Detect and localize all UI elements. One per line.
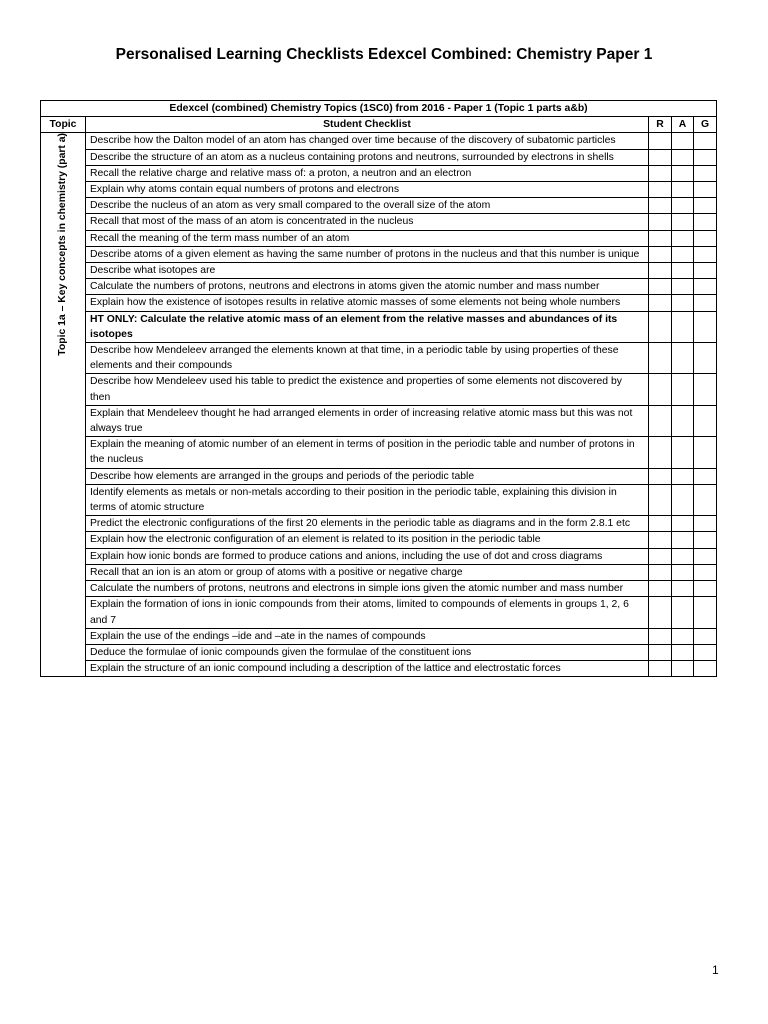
column-header-topic: Topic (41, 117, 86, 133)
rag-g-cell[interactable] (694, 548, 717, 564)
rag-r-cell[interactable] (649, 548, 672, 564)
rag-a-cell[interactable] (672, 661, 694, 677)
rag-g-cell[interactable] (694, 437, 717, 468)
checklist-item: HT ONLY: Calculate the relative atomic mass of an element from the relative masses and abundances of its isotopes (86, 311, 649, 342)
rag-g-cell[interactable] (694, 564, 717, 580)
checklist-item: Explain how ionic bonds are formed to produce cations and anions, including the use of dot and cross diagrams (86, 548, 649, 564)
rag-a-cell[interactable] (672, 437, 694, 468)
rag-a-cell[interactable] (672, 165, 694, 181)
rag-a-cell[interactable] (672, 198, 694, 214)
checklist-item: Recall the meaning of the term mass number of an atom (86, 230, 649, 246)
rag-r-cell[interactable] (649, 182, 672, 198)
rag-g-cell[interactable] (694, 263, 717, 279)
checklist-table (40, 100, 717, 677)
table-row (41, 198, 717, 214)
rag-g-cell[interactable] (694, 311, 717, 342)
topic-label: Topic 1a – Key concepts in chemistry (part a) (57, 133, 69, 357)
checklist-item: Describe the structure of an atom as a nucleus containing protons and neutrons, surrounded by electrons in shells (86, 149, 649, 165)
table-row (41, 165, 717, 181)
rag-a-cell[interactable] (672, 597, 694, 628)
table-row (41, 661, 717, 677)
rag-g-cell[interactable] (694, 279, 717, 295)
checklist-item: Describe atoms of a given element as having the same number of protons in the nucleus and that this number is unique (86, 246, 649, 262)
rag-g-cell[interactable] (694, 484, 717, 515)
checklist-item: Explain the formation of ions in ionic compounds from their atoms, limited to compounds of elements in groups 1, 2, 6 and 7 (86, 597, 649, 628)
rag-g-cell[interactable] (694, 246, 717, 262)
rag-r-cell[interactable] (649, 628, 672, 644)
rag-g-cell[interactable] (694, 374, 717, 405)
rag-g-cell[interactable] (694, 198, 717, 214)
rag-a-cell[interactable] (672, 133, 694, 149)
page-title: Personalised Learning Checklists Edexcel Combined: Chemistry Paper 1 (115, 46, 653, 63)
table-row (41, 214, 717, 230)
rag-a-cell[interactable] (672, 564, 694, 580)
rag-r-cell[interactable] (649, 198, 672, 214)
table-row (41, 279, 717, 295)
column-header-a: A (672, 117, 694, 133)
checklist-item: Deduce the formulae of ionic compounds given the formulae of the constituent ions (86, 644, 649, 660)
table-row (41, 564, 717, 580)
rag-r-cell[interactable] (649, 149, 672, 165)
rag-r-cell[interactable] (649, 405, 672, 436)
rag-r-cell[interactable] (649, 468, 672, 484)
checklist-item: Describe how Mendeleev arranged the elements known at that time, in a periodic table by using properties of these elements and their compounds (86, 343, 649, 374)
rag-a-cell[interactable] (672, 343, 694, 374)
rag-g-cell[interactable] (694, 230, 717, 246)
rag-r-cell[interactable] (649, 311, 672, 342)
checklist-item: Identify elements as metals or non-metals according to their position in the periodic table, explaining this division in terms of atomic structure (86, 484, 649, 515)
topic-cell (41, 133, 86, 677)
rag-r-cell[interactable] (649, 214, 672, 230)
rag-a-cell[interactable] (672, 468, 694, 484)
table-row (41, 437, 717, 468)
rag-r-cell[interactable] (649, 597, 672, 628)
table-row (41, 516, 717, 532)
table-row (41, 263, 717, 279)
checklist-item: Explain the meaning of atomic number of an element in terms of position in the periodic table and number of protons in the nucleus (86, 437, 649, 468)
table-row (41, 405, 717, 436)
table-row (41, 133, 717, 149)
table-heading: Edexcel (combined) Chemistry Topics (1SC0) from 2016 - Paper 1 (Topic 1 parts a&b) (41, 101, 717, 117)
table-row (41, 343, 717, 374)
rag-g-cell[interactable] (694, 581, 717, 597)
rag-r-cell[interactable] (649, 165, 672, 181)
table-row (41, 230, 717, 246)
checklist-item: Describe how the Dalton model of an atom has changed over time because of the discovery of subatomic particles (86, 133, 649, 149)
rag-a-cell[interactable] (672, 644, 694, 660)
rag-a-cell[interactable] (672, 532, 694, 548)
column-header-r: R (649, 117, 672, 133)
rag-r-cell[interactable] (649, 644, 672, 660)
rag-r-cell[interactable] (649, 437, 672, 468)
rag-g-cell[interactable] (694, 405, 717, 436)
rag-r-cell[interactable] (649, 374, 672, 405)
rag-a-cell[interactable] (672, 149, 694, 165)
rag-g-cell[interactable] (694, 644, 717, 660)
rag-g-cell[interactable] (694, 182, 717, 198)
rag-a-cell[interactable] (672, 484, 694, 515)
rag-a-cell[interactable] (672, 263, 694, 279)
checklist-item: Describe how Mendeleev used his table to predict the existence and properties of some elements not discovered by then (86, 374, 649, 405)
rag-r-cell[interactable] (649, 279, 672, 295)
table-row (41, 597, 717, 628)
rag-g-cell[interactable] (694, 165, 717, 181)
rag-r-cell[interactable] (649, 532, 672, 548)
checklist-item: Calculate the numbers of protons, neutrons and electrons in simple ions given the atomic number and mass number (86, 581, 649, 597)
checklist-item: Recall the relative charge and relative mass of: a proton, a neutron and an electron (86, 165, 649, 181)
rag-a-cell[interactable] (672, 405, 694, 436)
table-row (41, 628, 717, 644)
rag-r-cell[interactable] (649, 230, 672, 246)
rag-g-cell[interactable] (694, 295, 717, 311)
table-row (41, 149, 717, 165)
rag-a-cell[interactable] (672, 279, 694, 295)
table-row (41, 182, 717, 198)
checklist-item: Recall that an ion is an atom or group of atoms with a positive or negative charge (86, 564, 649, 580)
checklist-item: Explain the structure of an ionic compound including a description of the lattice and electrostatic forces (86, 661, 649, 677)
rag-a-cell[interactable] (672, 581, 694, 597)
checklist-item: Describe the nucleus of an atom as very small compared to the overall size of the atom (86, 198, 649, 214)
rag-a-cell[interactable] (672, 628, 694, 644)
rag-g-cell[interactable] (694, 343, 717, 374)
rag-r-cell[interactable] (649, 484, 672, 515)
table-row (41, 548, 717, 564)
table-row (41, 581, 717, 597)
checklist-item: Predict the electronic configurations of the first 20 elements in the periodic table as diagrams and in the form 2.8.1 etc (86, 516, 649, 532)
rag-r-cell[interactable] (649, 246, 672, 262)
rag-a-cell[interactable] (672, 374, 694, 405)
checklist-item: Explain that Mendeleev thought he had arranged elements in order of increasing relative atomic mass but this was not always true (86, 405, 649, 436)
rag-r-cell[interactable] (649, 581, 672, 597)
rag-r-cell[interactable] (649, 516, 672, 532)
rag-g-cell[interactable] (694, 628, 717, 644)
table-row (41, 644, 717, 660)
checklist-item: Recall that most of the mass of an atom is concentrated in the nucleus (86, 214, 649, 230)
table-heading-row (41, 101, 717, 117)
table-row (41, 246, 717, 262)
rag-a-cell[interactable] (672, 214, 694, 230)
rag-a-cell[interactable] (672, 295, 694, 311)
rag-r-cell[interactable] (649, 343, 672, 374)
rag-a-cell[interactable] (672, 182, 694, 198)
table-row (41, 532, 717, 548)
rag-r-cell[interactable] (649, 661, 672, 677)
checklist-body (41, 133, 717, 677)
rag-a-cell[interactable] (672, 230, 694, 246)
table-row (41, 311, 717, 342)
checklist-item: Explain why atoms contain equal numbers of protons and electrons (86, 182, 649, 198)
rag-g-cell[interactable] (694, 133, 717, 149)
column-header-row (41, 117, 717, 133)
checklist-item: Explain the use of the endings –ide and –ate in the names of compounds (86, 628, 649, 644)
checklist-item: Describe how elements are arranged in the groups and periods of the periodic table (86, 468, 649, 484)
rag-g-cell[interactable] (694, 149, 717, 165)
rag-g-cell[interactable] (694, 468, 717, 484)
rag-g-cell[interactable] (694, 516, 717, 532)
rag-g-cell[interactable] (694, 532, 717, 548)
checklist-item: Describe what isotopes are (86, 263, 649, 279)
rag-a-cell[interactable] (672, 516, 694, 532)
rag-g-cell[interactable] (694, 661, 717, 677)
checklist-item: Calculate the numbers of protons, neutrons and electrons in atoms given the atomic number and mass number (86, 279, 649, 295)
rag-r-cell[interactable] (649, 133, 672, 149)
table-row (41, 374, 717, 405)
rag-g-cell[interactable] (694, 597, 717, 628)
rag-r-cell[interactable] (649, 263, 672, 279)
table-row (41, 468, 717, 484)
rag-g-cell[interactable] (694, 214, 717, 230)
rag-r-cell[interactable] (649, 564, 672, 580)
column-header-g: G (694, 117, 717, 133)
column-header-checklist: Student Checklist (86, 117, 649, 133)
checklist-item: Explain how the electronic configuration of an element is related to its position in the periodic table (86, 532, 649, 548)
checklist-item: Explain how the existence of isotopes results in relative atomic masses of some elements not being whole numbers (86, 295, 649, 311)
table-row (41, 295, 717, 311)
rag-a-cell[interactable] (672, 311, 694, 342)
rag-a-cell[interactable] (672, 246, 694, 262)
page-number: 1 (712, 963, 719, 977)
rag-a-cell[interactable] (672, 548, 694, 564)
table-row (41, 484, 717, 515)
rag-r-cell[interactable] (649, 295, 672, 311)
